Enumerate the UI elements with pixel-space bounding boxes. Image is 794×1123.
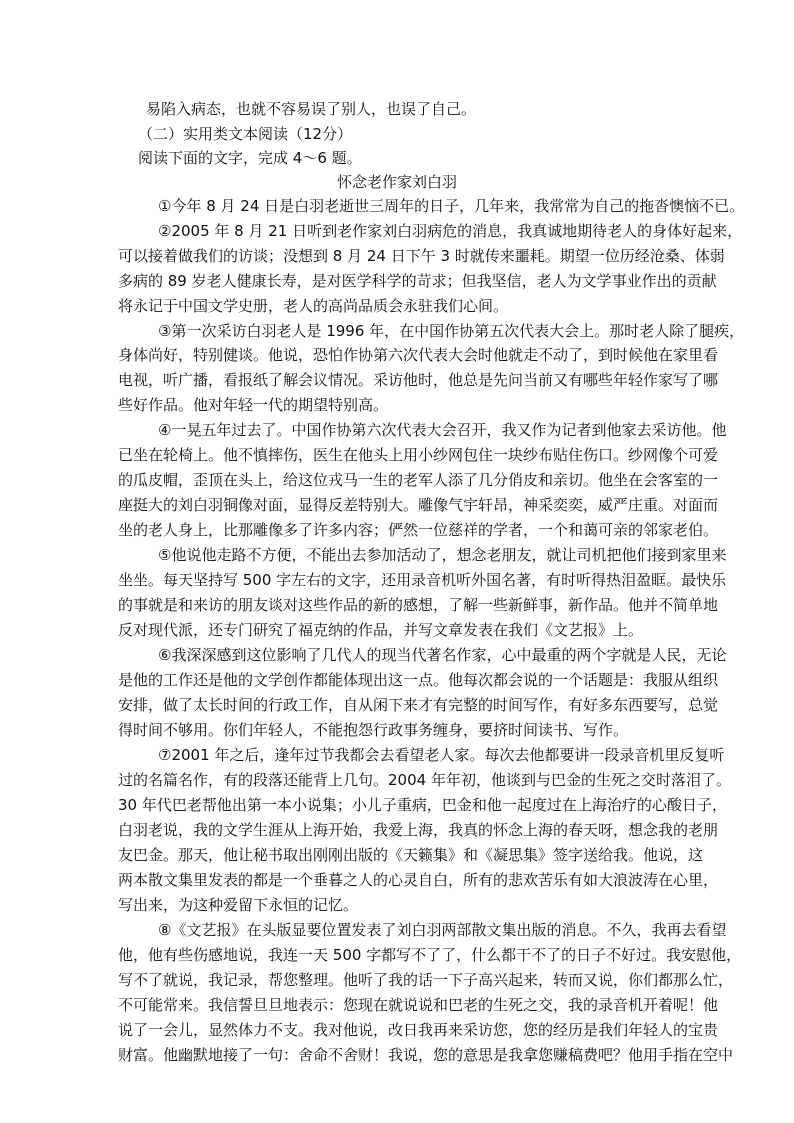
paragraph-line: 友巴金。那天，他让秘书取出刚刚出版的《天籁集》和《凝思集》签字送给我。他说，这 xyxy=(118,846,704,864)
paragraph-line: 将永记于中国文学史册，老人的高尚品质会永驻我们心间。 xyxy=(118,297,509,315)
section-heading: （二）实用类文本阅读（12分） xyxy=(138,125,353,143)
paragraph-line: 电视，听广播，看报纸了解会议情况。采访他时，他总是先问当前又有哪些年轻作家写了哪 xyxy=(118,371,719,389)
paragraph-line: ②2005 年 8 月 21 日听到老作家刘白羽病危的消息，我真诚地期待老人的身体好起来， xyxy=(158,222,743,240)
paragraph-line: ④一晃五年过去了。中国作协第六次代表大会召开，我又作为记者到他家去采访他。他 xyxy=(158,421,727,439)
paragraph-line: 白羽老说，我的文学生涯从上海开始，我爱上海，我真的怀念上海的春天呀，想念我的老朋 xyxy=(118,821,719,839)
paragraph-line: 过的名篇名作，有的段落还能背上几句。2004 年年初，他谈到与巴金的生死之交时落泪了。 xyxy=(118,771,731,789)
paragraph-line: 财富。他幽默地接了一句：舍命不舍财！我说，您的意思是我拿您赚稿费吧？他用手指在空中 xyxy=(118,1046,734,1064)
paragraph-line: 写出来，为这种爱留下永恒的记忆。 xyxy=(118,896,359,914)
paragraph-line: 安排，做了太长时间的行政工作，自从闲下来才有完整的时间写作，有好多东西要写，总觉 xyxy=(118,696,719,714)
paragraph-line: 已坐在轮椅上。他不慎摔伤，医生在他头上用小纱网包住一块纱布贴住伤口。纱网像个可爱 xyxy=(118,446,719,464)
paragraph-line: ⑦2001 年之后，逢年过节我都会去看望老人家。每次去他都要讲一段录音机里反复听 xyxy=(158,746,725,764)
paragraph-line: 是他的工作还是他的文学创作都能体现出这一点。他每次都会说的一个话题是：我服从组织 xyxy=(118,671,719,689)
article-title: 怀念老作家刘白羽 xyxy=(336,173,457,191)
paragraph-line: 两本散文集里发表的都是一个垂暮之人的心灵自白，所有的悲欢苦乐有如大浪波涛在心里， xyxy=(118,871,719,889)
paragraph-line: 座挺大的刘白羽铜像对面，显得反差特别大。雕像气宇轩昂，神采奕奕，威严庄重。对面而 xyxy=(118,496,719,514)
paragraph-line: 说了一会儿，显然体力不支。我对他说，改日我再来采访您，您的经历是我们年轻人的宝贵 xyxy=(118,1021,719,1039)
paragraph-line: 他，他有些伤感地说，我连一天 500 字都写不了了，什么都干不了的日子不好过。我安慰他， xyxy=(118,946,742,964)
paragraph-line: 坐的老人身上，比那雕像多了许多内容；俨然一位慈祥的学者，一个和蔼可亲的邻家老伯。 xyxy=(118,521,719,539)
paragraph-line: 写不了就说，我记录，帮您整理。他听了我的话一下子高兴起来，转而又说，你们都那么忙， xyxy=(118,971,734,989)
intro-line: 易陷入病态，也就不容易误了别人，也误了自己。 xyxy=(146,100,477,118)
paragraph-line: 得时间不够用。你们年轻人，不能抱怨行政事务缠身，要挤时间读书、写作。 xyxy=(118,721,629,739)
paragraph-line: ⑧《文艺报》在头版显要位置发表了刘白羽两部散文集出版的消息。不久，我再去看望 xyxy=(158,921,727,939)
paragraph-line: 的瓜皮帽，歪顶在头上，给这位戎马一生的老军人添了几分俏皮和亲切。他坐在会客室的一 xyxy=(118,471,719,489)
paragraph-line: ①今年 8 月 24 日是白羽老逝世三周年的日子，几年来，我常常为自己的拖沓懊恼不已。 xyxy=(158,197,745,215)
paragraph-line: 多病的 89 岁老人健康长寿，是对医学科学的苛求；但我坚信，老人为文学事业作出的贡献 xyxy=(118,272,717,290)
instruction-text: 阅读下面的文字，完成 4～6 题。 xyxy=(138,149,362,167)
paragraph-line: 身体尚好，特别健谈。他说，恐怕作协第六次代表大会时他就走不动了，到时候他在家里看 xyxy=(118,346,719,364)
paragraph-line: 可以接着做我们的访谈；没想到 8 月 24 日下午 3 时就传来噩耗。期望一位历经沧桑、体弱 xyxy=(118,247,725,265)
paragraph-line: ⑥我深深感到这位影响了几代人的现当代著名作家，心中最重的两个字就是人民，无论 xyxy=(158,646,727,664)
paragraph-line: 的事就是和来访的朋友谈对这些作品的新的感想，了解一些新鲜事，新作品。他并不简单地 xyxy=(118,596,719,614)
paragraph-line: 反对现代派，还专门研究了福克纳的作品，并写文章发表在我们《文艺报》上。 xyxy=(118,621,644,639)
paragraph-line: 坐坐。每天坚持写 500 字左右的文字，还用录音机听外国名著，有时听得热泪盈眶。最快乐 xyxy=(118,571,727,589)
paragraph-line: ⑤他说他走路不方便，不能出去参加活动了，想念老朋友，就让司机把他们接到家里来 xyxy=(158,546,727,564)
paragraph-line: ③第一次采访白羽老人是 1996 年，在中国作协第五次代表大会上。那时老人除了腿疾， xyxy=(158,322,745,340)
paragraph-line: 些好作品。他对年轻一代的期望特别高。 xyxy=(118,396,389,414)
paragraph-line: 不可能常来。我信誓旦旦地表示：您现在就说说和巴老的生死之交，我的录音机开着呢！他 xyxy=(118,996,719,1014)
paragraph-line: 30 年代巴老帮他出第一本小说集；小儿子重病，巴金和他一起度过在上海治疗的心酸日子， xyxy=(118,796,727,814)
